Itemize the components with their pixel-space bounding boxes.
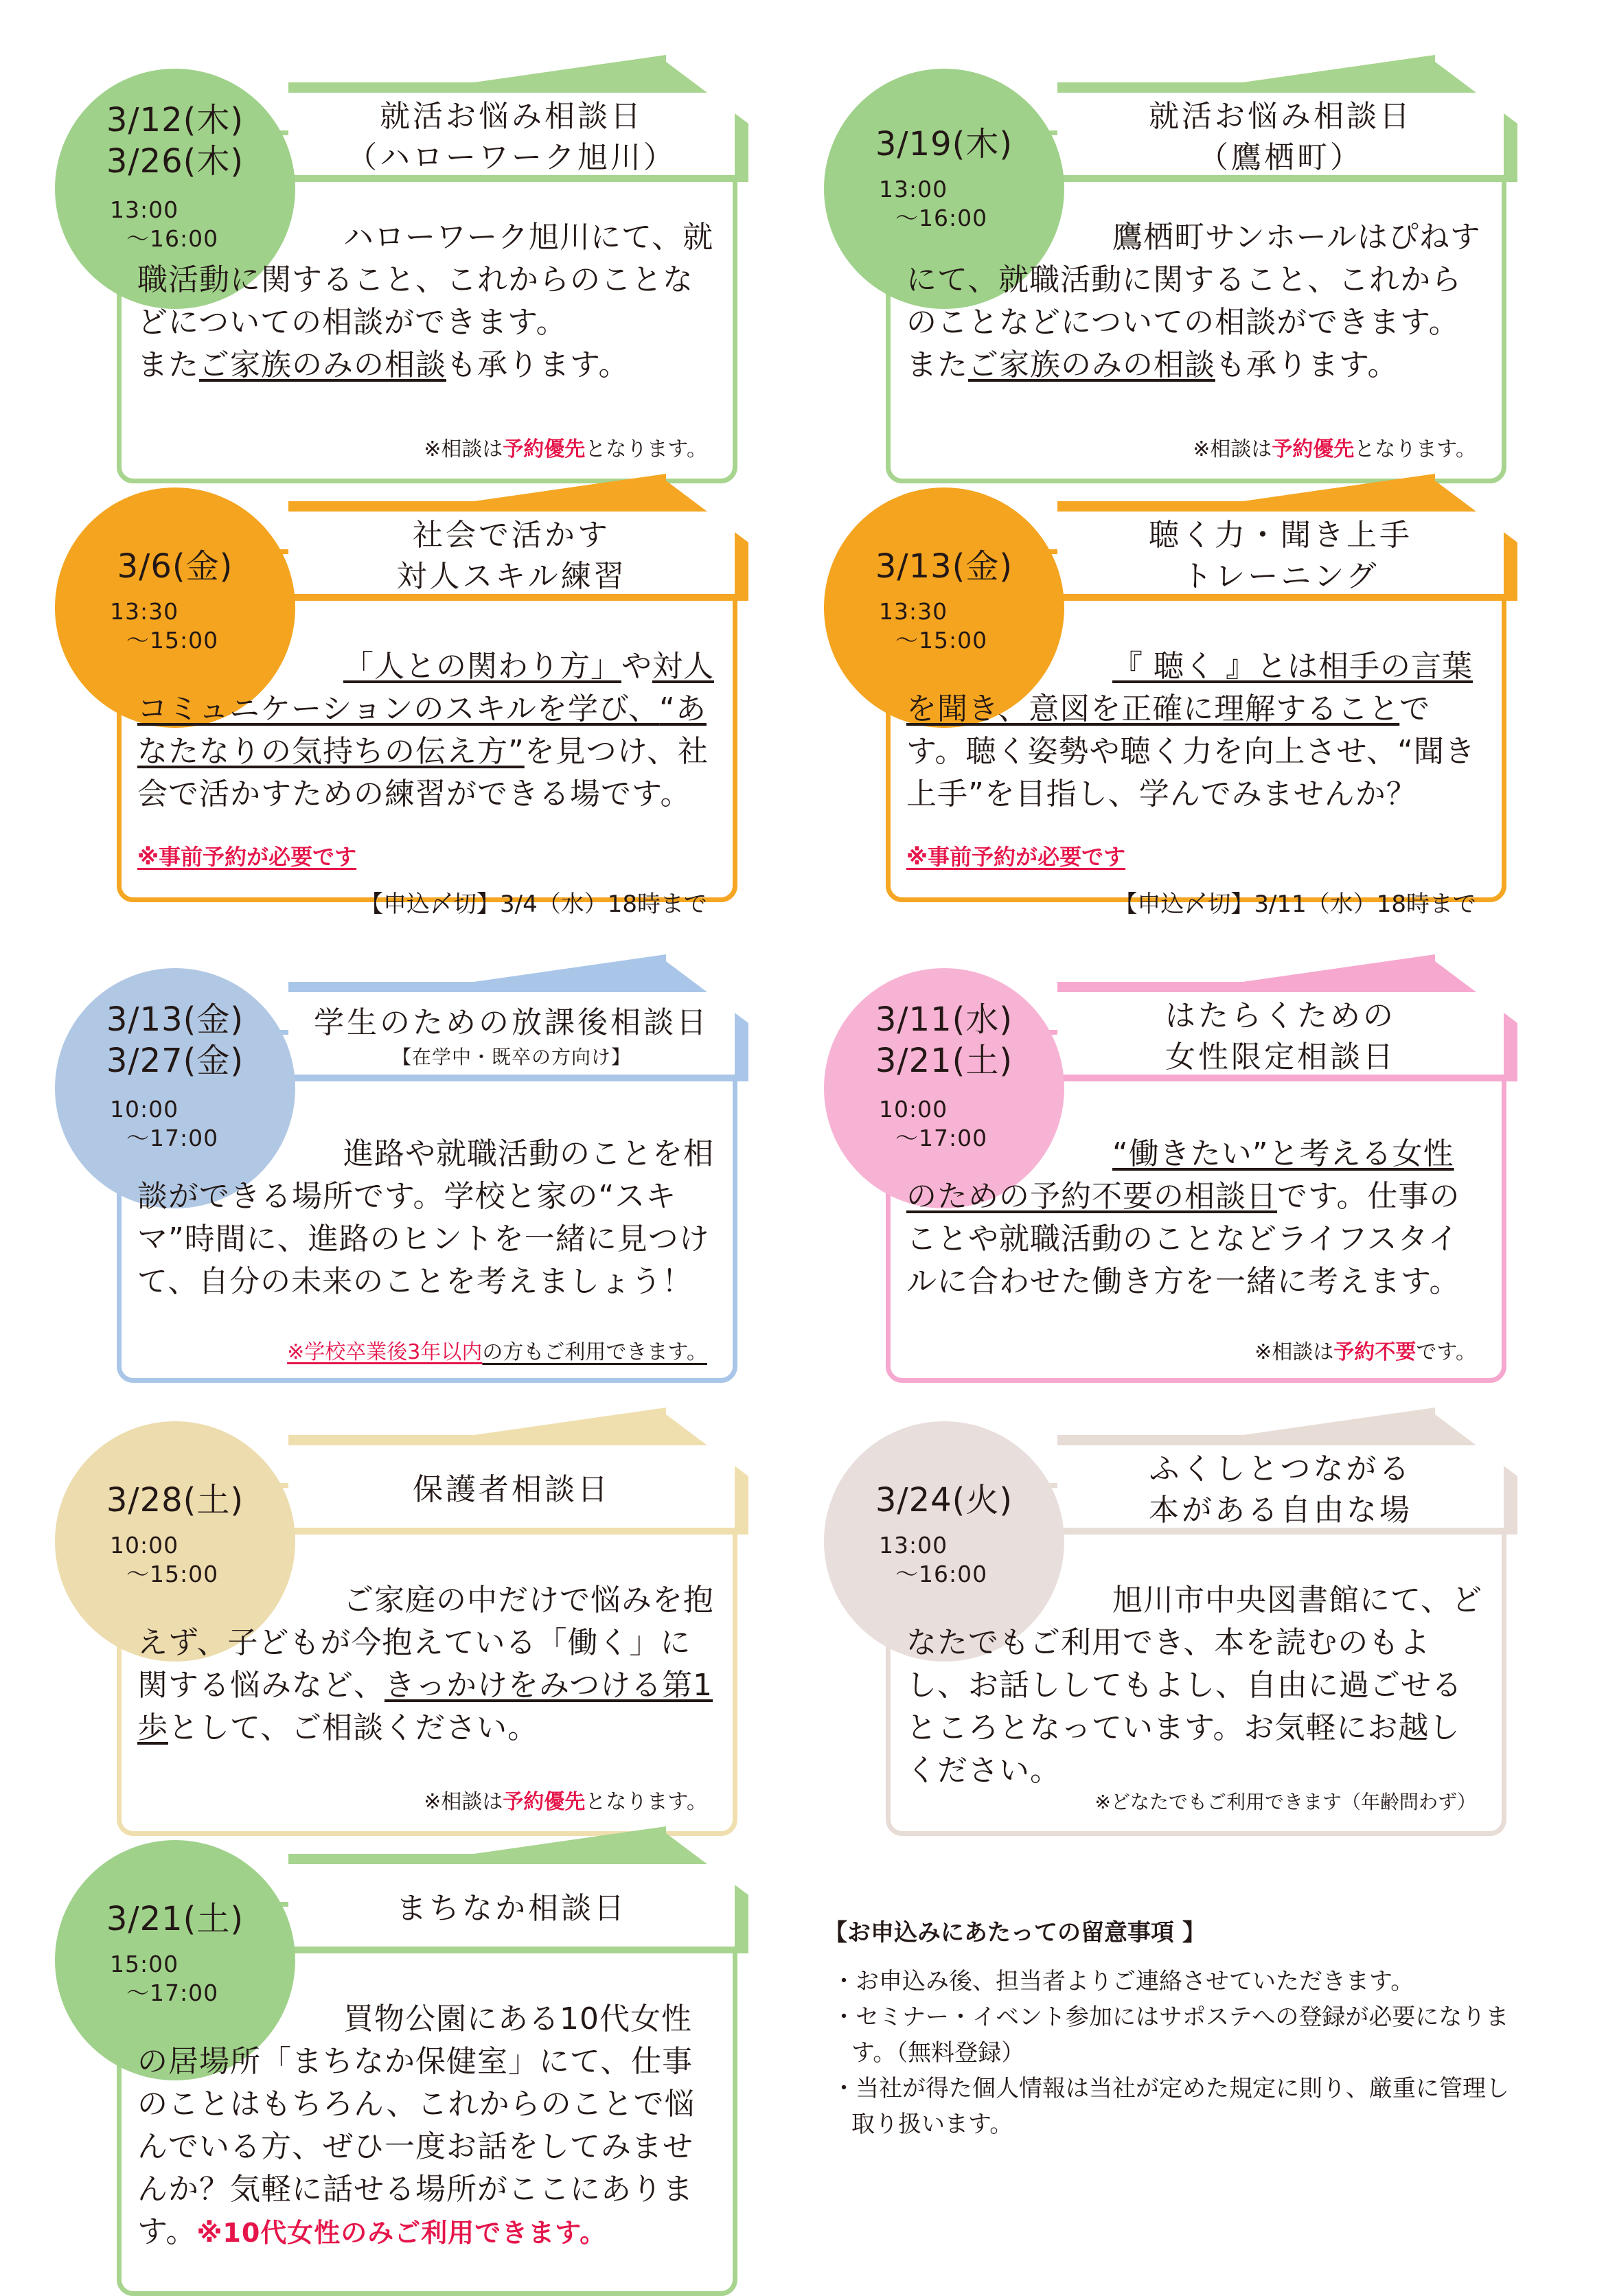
event-title: 社会で活かす 対人スキル練習: [396, 518, 627, 594]
event-time: 10:00 ～15:00: [110, 1532, 219, 1587]
application-notice: [824, 1916, 1511, 2142]
notice-item: ・ セミナー・イベント参加にはサポステへの登録が必要になります。（無料登録）: [824, 1999, 1511, 2071]
event-date: 3/11(水): [875, 1000, 1013, 1039]
notice-item: ・ 当社が得た個人情報は当社が定めた規定に則り、厳重に管理し取り扱います。: [824, 2071, 1511, 2142]
event-title: 保護者相談日: [413, 1472, 610, 1507]
event-card-women-consult: [824, 954, 1504, 1394]
application-deadline: 【申込〆切】3/11（水）18時まで: [1114, 891, 1476, 918]
event-card-student-consult: [55, 954, 735, 1394]
event-description: ご家庭の中だけで悩みを抱えず、子どもが今抱えている「働く」に関する悩みなど、きっかけをみつける第1歩として、ご相談ください。: [137, 1583, 714, 1745]
event-title: まちなか相談日: [396, 1891, 627, 1926]
event-title: [288, 96, 735, 179]
event-title: 就活お悩み相談日 （鷹栖町）: [1149, 99, 1412, 175]
event-date: 3/21(土): [875, 1042, 1013, 1080]
event-card-job-consult-takasu: [824, 55, 1504, 494]
eligibility-note: ※どなたでもご利用できます（年齢問わず）: [1094, 1791, 1476, 1813]
event-description: ハローワーク旭川にて、就職活動に関すること、これからのことなどについての相談ができます。 またご家族のみの相談も承ります。: [137, 220, 714, 382]
event-title: 聴く力・聞き上手 トレーニング: [1149, 518, 1412, 594]
event-time: 13:30 ～15:00: [879, 598, 988, 654]
event-card-guardian-consult: [55, 1408, 735, 1847]
eligibility-note: ※学校卒業後3年以内の方もご利用できます。: [287, 1340, 707, 1364]
reservation-required-warning: ※事前予約が必要です: [137, 844, 357, 870]
event-date: 3/13(金): [106, 1000, 244, 1039]
event-description: 買物公園にある10代女性の居場所「まちなか保健室」にて、仕事のことはもちろん、これからのことで悩んでいる方、ぜひ一度お話をしてみませんか？気軽に話せる場所がここにあります。※10代女性のみご利用できます。: [137, 2001, 696, 2249]
event-time: 10:00 ～17:00: [879, 1096, 988, 1151]
event-time: 13:00 ～16:00: [879, 1532, 988, 1587]
notice-heading: 【お申込みにあたっての留意事項 】: [824, 1919, 1206, 1947]
event-card-listening-training: [824, 474, 1504, 918]
reservation-required-warning: ※事前予約が必要です: [906, 844, 1126, 870]
event-title: ふくしとつながる 本がある自由な場: [1149, 1451, 1412, 1528]
event-card-welfare-library: [824, 1408, 1504, 1847]
event-description: “働きたい”と考える女性のための予約不要の相談日です。仕事のことや就職活動のことなどライフスタイルに合わせた働き方を一緒に考えます。: [906, 1136, 1460, 1299]
event-date: 3/27(金): [106, 1042, 244, 1080]
event-title: はたらくための 女性限定相談日: [1165, 998, 1396, 1075]
event-subtitle: 【在学中・既卒の方向け】: [391, 1046, 631, 1068]
event-description: 鷹栖町サンホールはぴねすにて、就職活動に関すること、これからのことなどについての相談ができます。 またご家族のみの相談も承ります。: [906, 220, 1481, 382]
event-title: 学生のための放課後相談日 【在学中・既卒の方向け】: [288, 996, 735, 1078]
event-description: 進路や就職活動のことを相談ができる場所です。学校と家の“スキマ”時間に、進路のヒントを一緒に見つけて、自分の未来のことを考えましょう！: [137, 1136, 714, 1299]
event-date: 3/12(木): [106, 101, 244, 139]
event-time: 13:00 ～16:00: [110, 196, 219, 252]
event-date: 3/13(金): [875, 547, 1013, 586]
event-date: 3/21(土): [106, 1900, 244, 1938]
reservation-note: ※相談は予約優先となります。: [1193, 437, 1476, 461]
notice-item: ・ お申込み後、担当者よりご連絡させていただきます。: [824, 1964, 1511, 1999]
event-date: 3/6(金): [117, 547, 233, 586]
title-line-1: 就活お悩み相談日: [380, 99, 643, 134]
reservation-note: ※相談は予約優先となります。: [424, 437, 707, 461]
reservation-note: ※相談は予約不要です。: [1254, 1340, 1476, 1364]
event-card-job-consult-hellowork: [55, 55, 735, 494]
reservation-note: ※相談は予約優先となります。: [424, 1790, 707, 1814]
event-description: 『 聴く 』とは相手の言葉を聞き、意図を正確に理解することです。聴く姿勢や聴く力を向上させ、“聞き上手”を目指し、学んでみませんか？: [906, 649, 1476, 812]
event-date: 3/28(土): [106, 1481, 244, 1519]
event-description: 旭川市中央図書館にて、どなたでもご利用でき、本を読むのもよし、お話ししてもよし、自由に過ごせるところとなっています。お気軽にお越しください。: [906, 1583, 1483, 1788]
event-time: 10:00 ～17:00: [110, 1096, 219, 1151]
notice-list: [824, 1964, 1511, 2142]
event-card-downtown-consult: [55, 1826, 735, 2266]
event-card-social-skills: [55, 474, 735, 918]
event-date: 3/19(木): [875, 125, 1013, 163]
event-description: 「人との関わり方」や対人コミュニケーションのスキルを学び、“あなたなりの気持ちの伝え方”を見つけ、社会で活かすための練習ができる場です。: [137, 649, 714, 812]
event-date: 3/26(木): [106, 142, 244, 181]
event-time: 15:00 ～17:00: [110, 1951, 219, 2006]
application-deadline: 【申込〆切】3/4（水）18時まで: [360, 891, 707, 918]
event-date: 3/24(火): [875, 1481, 1013, 1519]
event-time: 13:00 ～16:00: [879, 176, 988, 231]
title-line-2: （ハローワーク旭川）: [347, 140, 676, 175]
event-time: 13:30 ～15:00: [110, 598, 219, 654]
